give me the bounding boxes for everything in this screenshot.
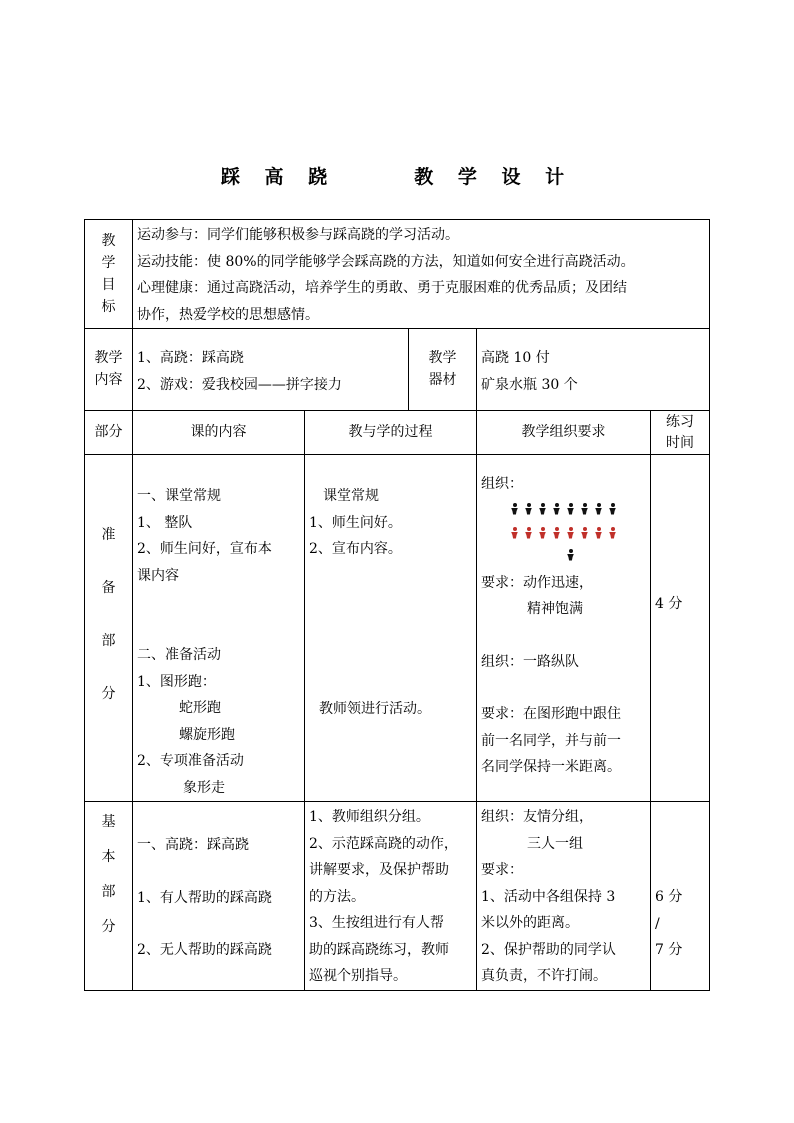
basic-organization: 组织：友情分组， 三人一组 要求： 1、活动中各组保持 3 米以外的距离。 2、保护帮助的同学认 真负责，不许打闹。 bbox=[477, 802, 651, 991]
header-content: 课的内容 bbox=[133, 411, 305, 455]
objectives-row bbox=[85, 220, 710, 329]
student-figure-icon bbox=[567, 503, 574, 515]
formation-row-red bbox=[481, 522, 646, 546]
student-figure-icon bbox=[609, 503, 616, 515]
prep-organization: 组织： 要求：动作迅速， 精神饱满 组织：一路纵队 要求：在图形跑中跟住 前一名同学，并与前一 名同学保持一米距离。 bbox=[477, 455, 651, 802]
prep-content: 一、课堂常规 1、 整队 2、师生问好，宣布本 课内容 二、准备活动 1、图形跑： 蛇形跑 螺旋形跑 2、专项准备活动 象形走 bbox=[133, 455, 305, 802]
student-figure-icon bbox=[581, 503, 588, 515]
formation-teacher bbox=[481, 546, 646, 570]
content-text: 1、高跷：踩高跷 2、游戏：爱我校园——拼字接力 bbox=[133, 329, 409, 411]
student-figure-icon bbox=[553, 527, 560, 539]
page-title: 踩 高 跷 教 学 设 计 bbox=[220, 166, 574, 188]
header-row bbox=[85, 411, 710, 455]
header-organization: 教学组织要求 bbox=[477, 411, 651, 455]
student-figure-icon bbox=[595, 527, 602, 539]
formation-row-black bbox=[481, 498, 646, 522]
objectives-label: 教 学 目 标 bbox=[85, 220, 133, 329]
teacher-figure-icon bbox=[567, 549, 575, 563]
student-figure-icon bbox=[525, 503, 532, 515]
student-figure-icon bbox=[525, 527, 532, 539]
student-figure-icon bbox=[609, 527, 616, 539]
prep-part-label: 准 备 部 分 bbox=[85, 455, 133, 802]
prep-time: 4 分 bbox=[651, 455, 710, 802]
student-figure-icon bbox=[567, 527, 574, 539]
basic-process: 1、教师组织分组。 2、示范踩高跷的动作， 讲解要求，及保护帮助 的方法。 3、生按组进行有人帮 助的踩高跷练习，教师 巡视个别指导。 bbox=[305, 802, 477, 991]
content-label: 教学 内容 bbox=[85, 329, 133, 411]
basic-part-label: 基 本 部 分 bbox=[85, 802, 133, 991]
header-process: 教与学的过程 bbox=[305, 411, 477, 455]
equipment-label: 教学 器材 bbox=[409, 329, 477, 411]
lesson-plan-table bbox=[84, 219, 710, 991]
student-figure-icon bbox=[581, 527, 588, 539]
basic-row bbox=[85, 802, 710, 991]
prep-row bbox=[85, 455, 710, 802]
basic-time: 6 分 / 7 分 bbox=[651, 802, 710, 991]
student-figure-icon bbox=[511, 503, 518, 515]
prep-process: 课堂常规 1、师生问好。 2、宣布内容。 教师领进行活动。 bbox=[305, 455, 477, 802]
content-row bbox=[85, 329, 710, 411]
student-figure-icon bbox=[539, 527, 546, 539]
header-time: 练习 时间 bbox=[651, 411, 710, 455]
header-part: 部分 bbox=[85, 411, 133, 455]
equipment-text: 高跷 10 付 矿泉水瓶 30 个 bbox=[477, 329, 710, 411]
student-figure-icon bbox=[595, 503, 602, 515]
student-figure-icon bbox=[553, 503, 560, 515]
basic-content: 一、高跷：踩高跷 1、有人帮助的踩高跷 2、无人帮助的踩高跷 bbox=[133, 802, 305, 991]
objectives-text: 运动参与：同学们能够积极参与踩高跷的学习活动。 运动技能：使 80%的同学能够学会踩高跷的方法，知道如何安全进行高跷活动。 心理健康：通过高跷活动，培养学生的勇敢、勇于克服困难的优秀品质；及团结 协作，热爱学校的思想感情。 bbox=[133, 220, 710, 329]
student-figure-icon bbox=[539, 503, 546, 515]
student-figure-icon bbox=[511, 527, 518, 539]
